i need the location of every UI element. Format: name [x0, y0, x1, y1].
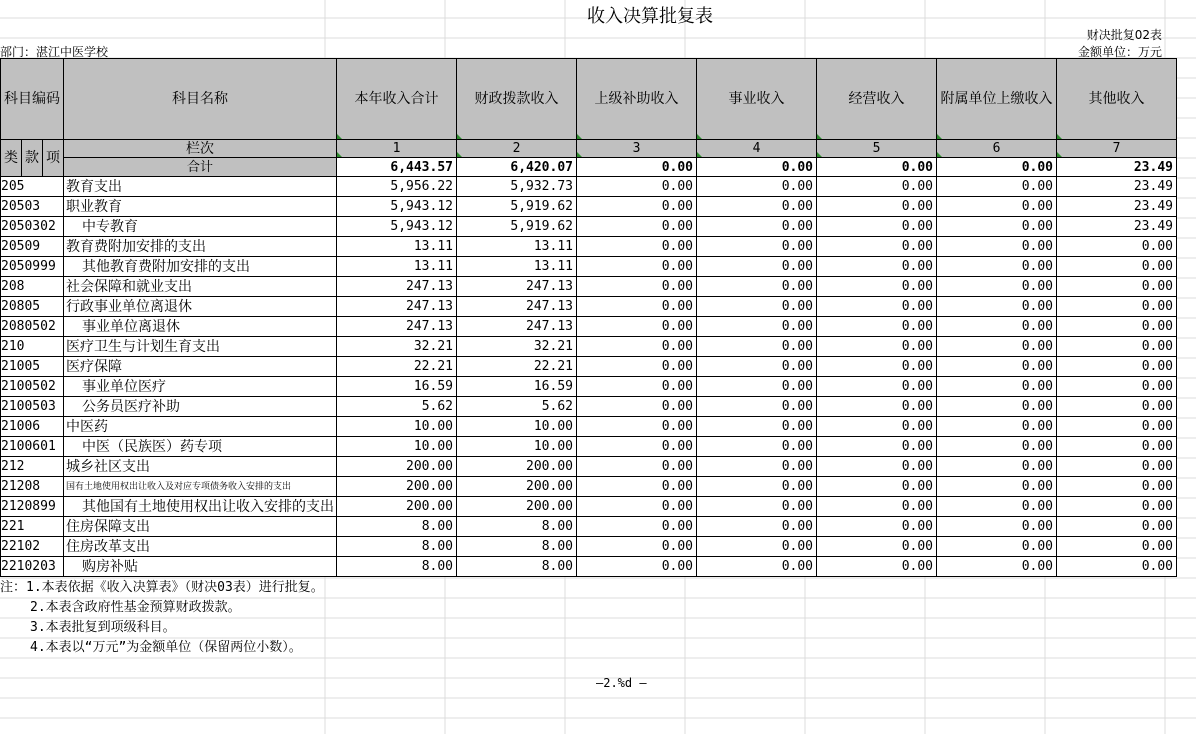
page-title: 收入决算批复表 — [587, 6, 713, 27]
header-col-superior-subsidy: 上级补助收入 — [577, 59, 697, 140]
amount-cell: 247.13 — [337, 317, 457, 337]
subject-code-cell: 21006 — [1, 417, 64, 437]
subject-code-cell: 2080502 — [1, 317, 64, 337]
subject-name-cell: 购房补贴 — [64, 557, 337, 577]
amount-cell: 0.00 — [577, 377, 697, 397]
table-row — [1, 417, 1177, 437]
column-number: 2 — [457, 140, 577, 158]
amount-cell: 0.00 — [937, 437, 1057, 457]
subject-code-cell: 205 — [1, 177, 64, 197]
amount-cell: 0.00 — [937, 337, 1057, 357]
table-row — [1, 237, 1177, 257]
subject-code-cell: 210 — [1, 337, 64, 357]
subject-code-cell: 221 — [1, 517, 64, 537]
amount-cell: 0.00 — [817, 417, 937, 437]
amount-cell: 0.00 — [817, 277, 937, 297]
header-col-other-income: 其他收入 — [1057, 59, 1177, 140]
amount-cell: 0.00 — [937, 297, 1057, 317]
amount-cell: 0.00 — [1057, 517, 1177, 537]
amount-cell: 0.00 — [577, 217, 697, 237]
subject-name-cell: 职业教育 — [64, 197, 337, 217]
amount-cell: 200.00 — [337, 497, 457, 517]
amount-cell: 0.00 — [577, 237, 697, 257]
amount-cell: 10.00 — [457, 417, 577, 437]
amount-cell: 0.00 — [817, 217, 937, 237]
column-number: 5 — [817, 140, 937, 158]
amount-cell: 23.49 — [1057, 177, 1177, 197]
amount-cell: 0.00 — [577, 297, 697, 317]
amount-cell: 0.00 — [937, 517, 1057, 537]
subject-code-cell: 2050302 — [1, 217, 64, 237]
amount-cell: 0.00 — [817, 537, 937, 557]
amount-cell: 0.00 — [1057, 357, 1177, 377]
total-value: 0.00 — [937, 158, 1057, 177]
amount-cell: 0.00 — [1057, 477, 1177, 497]
amount-cell: 32.21 — [457, 337, 577, 357]
amount-cell: 0.00 — [937, 177, 1057, 197]
amount-cell: 8.00 — [457, 537, 577, 557]
amount-cell: 5,956.22 — [337, 177, 457, 197]
amount-cell: 0.00 — [577, 417, 697, 437]
amount-cell: 0.00 — [817, 397, 937, 417]
subject-code-cell: 2210203 — [1, 557, 64, 577]
amount-cell: 16.59 — [457, 377, 577, 397]
amount-cell: 0.00 — [697, 297, 817, 317]
amount-cell: 0.00 — [937, 197, 1057, 217]
header-xiang: 项 — [43, 140, 64, 177]
amount-cell: 0.00 — [697, 457, 817, 477]
amount-cell: 0.00 — [697, 497, 817, 517]
subject-name-cell: 中医药 — [64, 417, 337, 437]
column-number: 3 — [577, 140, 697, 158]
subject-code-cell: 2120899 — [1, 497, 64, 517]
amount-cell: 22.21 — [337, 357, 457, 377]
header-lei: 类 — [1, 140, 22, 177]
table-row — [1, 537, 1177, 557]
table-row — [1, 277, 1177, 297]
amount-cell: 0.00 — [937, 557, 1057, 577]
subject-code-cell: 2100503 — [1, 397, 64, 417]
subject-code-cell: 22102 — [1, 537, 64, 557]
subject-code-cell: 20805 — [1, 297, 64, 317]
amount-cell: 0.00 — [1057, 437, 1177, 457]
page-number: —2.%d — — [596, 676, 647, 690]
table-row — [1, 517, 1177, 537]
row-label-column-index: 栏次 — [64, 140, 337, 158]
amount-cell: 0.00 — [697, 537, 817, 557]
amount-cell: 0.00 — [577, 177, 697, 197]
amount-cell: 0.00 — [817, 257, 937, 277]
amount-cell: 5,919.62 — [457, 217, 577, 237]
column-number: 1 — [337, 140, 457, 158]
note-line: 4.本表以“万元”为金额单位（保留两位小数）。 — [30, 640, 302, 655]
amount-cell: 0.00 — [817, 477, 937, 497]
amount-cell: 0.00 — [937, 357, 1057, 377]
amount-cell: 0.00 — [937, 217, 1057, 237]
amount-cell: 0.00 — [817, 237, 937, 257]
subject-code-cell: 208 — [1, 277, 64, 297]
amount-cell: 0.00 — [817, 557, 937, 577]
amount-cell: 0.00 — [817, 297, 937, 317]
amount-cell: 0.00 — [1057, 237, 1177, 257]
amount-cell: 5.62 — [457, 397, 577, 417]
amount-cell: 8.00 — [457, 557, 577, 577]
subject-code-cell: 212 — [1, 457, 64, 477]
table-row — [1, 337, 1177, 357]
table-row — [1, 497, 1177, 517]
header-kuan: 款 — [22, 140, 43, 177]
amount-cell: 0.00 — [817, 517, 937, 537]
amount-cell: 5,919.62 — [457, 197, 577, 217]
amount-cell: 0.00 — [1057, 457, 1177, 477]
amount-cell: 0.00 — [697, 377, 817, 397]
column-number: 7 — [1057, 140, 1177, 158]
table-row — [1, 457, 1177, 477]
amount-cell: 0.00 — [697, 317, 817, 337]
amount-cell: 32.21 — [337, 337, 457, 357]
table-row — [1, 317, 1177, 337]
total-value: 6,420.07 — [457, 158, 577, 177]
amount-cell: 0.00 — [697, 557, 817, 577]
subject-code-cell: 21208 — [1, 477, 64, 497]
amount-cell: 0.00 — [817, 197, 937, 217]
table-row — [1, 217, 1177, 237]
amount-cell: 0.00 — [1057, 337, 1177, 357]
subject-code-cell: 2100502 — [1, 377, 64, 397]
amount-cell: 13.11 — [337, 257, 457, 277]
table-row — [1, 557, 1177, 577]
amount-cell: 22.21 — [457, 357, 577, 377]
amount-cell: 0.00 — [577, 537, 697, 557]
subject-name-cell: 教育费附加安排的支出 — [64, 237, 337, 257]
amount-cell: 0.00 — [937, 417, 1057, 437]
note-line: 注：1.本表依据《收入决算表》（财决03表）进行批复。 — [0, 580, 324, 595]
subject-name-cell: 事业单位离退休 — [64, 317, 337, 337]
table-row — [1, 377, 1177, 397]
note-line: 2.本表含政府性基金预算财政拨款。 — [30, 600, 241, 615]
amount-cell: 0.00 — [817, 437, 937, 457]
amount-cell: 8.00 — [337, 537, 457, 557]
table-row — [1, 397, 1177, 417]
table-row — [1, 357, 1177, 377]
amount-cell: 0.00 — [697, 357, 817, 377]
header-subject-name: 科目名称 — [64, 59, 337, 140]
amount-cell: 0.00 — [1057, 417, 1177, 437]
header-col-affiliate-remittance: 附属单位上缴收入 — [937, 59, 1057, 140]
amount-cell: 0.00 — [577, 457, 697, 477]
amount-cell: 0.00 — [1057, 537, 1177, 557]
amount-cell: 0.00 — [1057, 277, 1177, 297]
header-subject-code: 科目编码 — [1, 59, 64, 140]
table-row — [1, 257, 1177, 277]
total-value: 0.00 — [817, 158, 937, 177]
total-value: 0.00 — [577, 158, 697, 177]
income-approval-table — [0, 58, 1177, 577]
amount-cell: 0.00 — [1057, 257, 1177, 277]
amount-cell: 0.00 — [817, 457, 937, 477]
amount-cell: 0.00 — [817, 497, 937, 517]
amount-cell: 0.00 — [1057, 497, 1177, 517]
amount-cell: 23.49 — [1057, 217, 1177, 237]
table-row — [1, 437, 1177, 457]
amount-cell: 0.00 — [697, 417, 817, 437]
amount-cell: 0.00 — [937, 277, 1057, 297]
subject-name-cell: 事业单位医疗 — [64, 377, 337, 397]
subject-name-cell: 其他教育费附加安排的支出 — [64, 257, 337, 277]
amount-cell: 10.00 — [337, 437, 457, 457]
amount-cell: 0.00 — [817, 317, 937, 337]
amount-cell: 0.00 — [577, 357, 697, 377]
amount-cell: 0.00 — [697, 217, 817, 237]
subject-name-cell: 社会保障和就业支出 — [64, 277, 337, 297]
amount-cell: 13.11 — [337, 237, 457, 257]
amount-cell: 247.13 — [337, 297, 457, 317]
subject-code-cell: 21005 — [1, 357, 64, 377]
amount-cell: 0.00 — [577, 277, 697, 297]
amount-cell: 0.00 — [817, 177, 937, 197]
amount-cell: 0.00 — [1057, 297, 1177, 317]
amount-cell: 8.00 — [337, 557, 457, 577]
subject-name-cell: 中医（民族医）药专项 — [64, 437, 337, 457]
amount-cell: 0.00 — [577, 497, 697, 517]
total-value: 0.00 — [697, 158, 817, 177]
amount-cell: 0.00 — [697, 477, 817, 497]
amount-cell: 247.13 — [457, 297, 577, 317]
amount-cell: 0.00 — [697, 397, 817, 417]
subject-name-cell: 医疗保障 — [64, 357, 337, 377]
header-col-total-income: 本年收入合计 — [337, 59, 457, 140]
amount-cell: 247.13 — [337, 277, 457, 297]
amount-cell: 247.13 — [457, 317, 577, 337]
amount-cell: 5,943.12 — [337, 197, 457, 217]
amount-cell: 13.11 — [457, 257, 577, 277]
total-value: 6,443.57 — [337, 158, 457, 177]
table-row — [1, 297, 1177, 317]
amount-cell: 0.00 — [577, 337, 697, 357]
amount-cell: 247.13 — [457, 277, 577, 297]
amount-cell: 0.00 — [697, 337, 817, 357]
amount-cell: 0.00 — [697, 177, 817, 197]
subject-name-cell: 教育支出 — [64, 177, 337, 197]
amount-cell: 0.00 — [937, 457, 1057, 477]
amount-cell: 0.00 — [577, 317, 697, 337]
subject-name-cell: 其他国有土地使用权出让收入安排的支出 — [64, 497, 337, 517]
amount-cell: 0.00 — [1057, 377, 1177, 397]
amount-cell: 0.00 — [577, 557, 697, 577]
amount-cell: 0.00 — [937, 237, 1057, 257]
amount-unit-label: 金额单位：万元 — [1077, 45, 1162, 59]
subject-name-cell: 国有土地使用权出让收入及对应专项债务收入安排的支出 — [64, 477, 337, 497]
amount-cell: 0.00 — [937, 377, 1057, 397]
subject-name-cell: 中专教育 — [64, 217, 337, 237]
amount-cell: 200.00 — [457, 457, 577, 477]
amount-cell: 200.00 — [457, 497, 577, 517]
amount-cell: 0.00 — [697, 437, 817, 457]
amount-cell: 0.00 — [937, 537, 1057, 557]
amount-cell: 0.00 — [937, 397, 1057, 417]
subject-name-cell: 住房改革支出 — [64, 537, 337, 557]
amount-cell: 0.00 — [817, 357, 937, 377]
column-number: 4 — [697, 140, 817, 158]
amount-cell: 0.00 — [577, 397, 697, 417]
amount-cell: 5.62 — [337, 397, 457, 417]
subject-code-cell: 2100601 — [1, 437, 64, 457]
amount-cell: 8.00 — [457, 517, 577, 537]
table-row — [1, 477, 1177, 497]
amount-cell: 0.00 — [697, 517, 817, 537]
amount-cell: 0.00 — [577, 437, 697, 457]
amount-cell: 0.00 — [577, 477, 697, 497]
amount-cell: 0.00 — [1057, 557, 1177, 577]
subject-name-cell: 医疗卫生与计划生育支出 — [64, 337, 337, 357]
department-label: 部门：湛江中医学校 — [0, 45, 109, 59]
amount-cell: 0.00 — [937, 257, 1057, 277]
note-line: 3.本表批复到项级科目。 — [30, 620, 176, 635]
amount-cell: 0.00 — [697, 257, 817, 277]
subject-name-cell: 住房保障支出 — [64, 517, 337, 537]
subject-code-cell: 20503 — [1, 197, 64, 217]
amount-cell: 0.00 — [937, 477, 1057, 497]
subject-name-cell: 城乡社区支出 — [64, 457, 337, 477]
subject-code-cell: 20509 — [1, 237, 64, 257]
total-label: 合计 — [64, 158, 337, 177]
amount-cell: 16.59 — [337, 377, 457, 397]
header-col-operating-income: 经营收入 — [817, 59, 937, 140]
amount-cell: 10.00 — [337, 417, 457, 437]
subject-name-cell: 公务员医疗补助 — [64, 397, 337, 417]
amount-cell: 5,932.73 — [457, 177, 577, 197]
header-col-fiscal-appropriation: 财政拨款收入 — [457, 59, 577, 140]
subject-name-cell: 行政事业单位离退休 — [64, 297, 337, 317]
column-number: 6 — [937, 140, 1057, 158]
total-value: 23.49 — [1057, 158, 1177, 177]
amount-cell: 0.00 — [697, 237, 817, 257]
amount-cell: 5,943.12 — [337, 217, 457, 237]
notes-section — [0, 578, 324, 658]
amount-cell: 0.00 — [577, 197, 697, 217]
amount-cell: 0.00 — [697, 197, 817, 217]
amount-cell: 0.00 — [937, 317, 1057, 337]
amount-cell: 0.00 — [697, 277, 817, 297]
amount-cell: 0.00 — [937, 497, 1057, 517]
amount-cell: 8.00 — [337, 517, 457, 537]
amount-cell: 0.00 — [577, 257, 697, 277]
amount-cell: 0.00 — [1057, 317, 1177, 337]
amount-cell: 0.00 — [817, 377, 937, 397]
amount-cell: 200.00 — [337, 477, 457, 497]
amount-cell: 200.00 — [337, 457, 457, 477]
table-row — [1, 177, 1177, 197]
amount-cell: 0.00 — [1057, 397, 1177, 417]
amount-cell: 0.00 — [577, 517, 697, 537]
subject-code-cell: 2050999 — [1, 257, 64, 277]
amount-cell: 10.00 — [457, 437, 577, 457]
amount-cell: 200.00 — [457, 477, 577, 497]
header-col-business-income: 事业收入 — [697, 59, 817, 140]
amount-cell: 23.49 — [1057, 197, 1177, 217]
amount-cell: 13.11 — [457, 237, 577, 257]
table-row — [1, 197, 1177, 217]
form-number: 财决批复02表 — [1086, 28, 1162, 42]
amount-cell: 0.00 — [817, 337, 937, 357]
